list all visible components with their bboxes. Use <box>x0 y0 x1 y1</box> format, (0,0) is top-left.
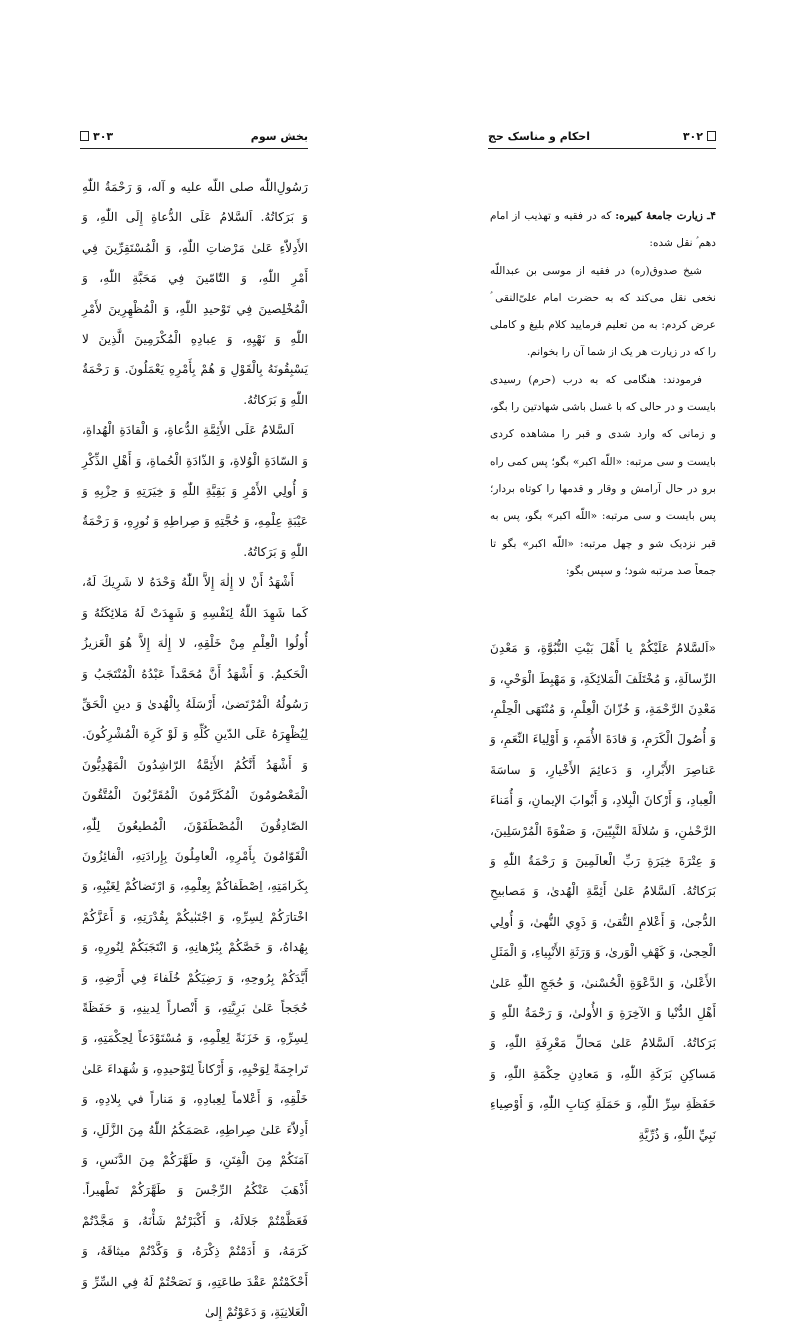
header-rule <box>80 148 308 149</box>
page-number-box-icon <box>707 131 716 141</box>
ziyarat-text: «اَلسَّلامُ عَلَيْكُمْ يا أَهْلَ بَيْتِ النُّبُوَّةِ، وَ مَعْدِنَ الرِّسالَةِ، وَ مُخْتَلَفَ الْمَلائِكَةِ، وَ مَهْبِطَ الْوَحْيِ، وَ مَعْدِنَ الرَّحْمَةِ، وَ خُزّانَ الْعِلْمِ، وَ مُنْتَهَى الْحِلْمِ، وَ أُصُولَ الْكَرَمِ، وَ قادَةَ الأُمَمِ، وَ أَوْلِياءَ النِّعَمِ، وَ عَناصِرَ الأَبْرارِ، وَ دَعائِمَ الأَخْيارِ، وَ ساسَةَ الْعِبادِ، وَ أَرْكانَ الْبِلادِ، وَ أَبْوابَ الإيمانِ، وَ أُمَناءَ الرَّحْمٰنِ، وَ سُلالَةَ النَّبِيّينَ، وَ صَفْوَةَ الْمُرْسَلِينَ، وَ عِتْرَةَ خِيَرَةِ رَبِّ الْعالَمِينَ وَ رَحْمَةُ اللّٰهِ وَ بَرَكاتُهُ. اَلسَّلامُ عَلىٰ أَئِمَّةِ الْهُدىٰ، وَ مَصابيحِ الدُّجىٰ، وَ أَعْلامِ التُّقىٰ، وَ ذَوِي النُّهىٰ، وَ أُولِي الْحِجىٰ، وَ كَهْفِ الْوَرىٰ، وَ وَرَثَةِ الأَنْبِياءِ، وَ الْمَثَلِ الأَعْلىٰ، وَ الدَّعْوَةِ الْحُسْنىٰ، وَ حُجَجِ اللّٰهِ عَلىٰ أَهْلِ الدُّنْيا وَ الآخِرَةِ وَ الأُولىٰ، وَ رَحْمَةُ اللّٰهِ وَ بَرَكاتُهُ. اَلسَّلامُ عَلىٰ مَحالِّ مَعْرِفَةِ اللّٰهِ، وَ مَساكِنِ بَرَكَةِ اللّٰهِ، وَ مَعادِنِ حِكْمَةِ اللّٰهِ، وَ حَفَظَةِ سِرِّ اللّٰهِ، وَ حَمَلَةِ كِتابِ اللّٰهِ، وَ أَوْصِياءِ نَبِيِّ اللّٰهِ، وَ ذُرِّيَّةِ <box>490 641 716 1142</box>
left-page-number-group <box>80 130 113 143</box>
right-page-number: ۳۰۲ <box>682 129 703 143</box>
left-page-title: بخش سوم <box>250 129 308 143</box>
left-page <box>0 0 400 1320</box>
left-page-body <box>82 172 308 1327</box>
section-intro <box>490 203 716 258</box>
left-paragraph-2: اَلسَّلامُ عَلَى الأَئِمَّةِ الدُّعاةِ، وَ الْقادَةِ الْهُداةِ، وَ السّادَةِ الْوُلاةِ، وَ الذّادَةِ الْحُماةِ، وَ أَهْلِ الذِّكْرِ وَ أُولِي الأَمْرِ وَ بَقِيَّةِ اللّٰهِ وَ خِيَرَتِهِ وَ حِزْبِهِ وَ عَيْبَةِ عِلْمِهِ، وَ حُجَّتِهِ وَ صِراطِهِ وَ نُورِهِ، وَ رَحْمَةُ اللّٰهِ وَ بَرَكاتُهُ. <box>82 423 308 559</box>
right-page-title: احکام و مناسک حج <box>488 129 590 143</box>
right-page <box>400 0 800 1142</box>
page-number-box-icon <box>80 131 89 141</box>
right-paragraph-2: فرمودند: هنگامی که به درب (حرم) رسیدی بایست و در حالی که با غسل باشی شهادتین را بگو، و زمانی که وارد شدی و قبر را مشاهده کردی بایست و سی مرتبه: «اللّه اکبر» بگو؛ پس کمی راه برو در حال آرامش و وقار و قدمها را کوتاه بردار؛ پس بایست و سی مرتبه: «اللّه اکبر» بگو، پس به قبر نزدیک شو و چهل مرتبه: «اللّه اکبر» بگو تا جمعاً صد مرتبه شود؛ و سپس بگو: <box>490 373 716 577</box>
left-page-header <box>80 126 308 146</box>
right-page-body <box>490 203 716 1150</box>
right-page-number-group <box>683 130 716 143</box>
right-paragraph-1: شیخ صدوق(ره) در فقیه از موسی بن عبداللّه نخعی نقل می‌کند که به حضرت امام علیّ‌النقی ؑ عرض کردم: به من تعلیم فرمایید کلام بلیغ و کاملی را که در زیارت هر یک از شما آن را بخوانم. <box>490 264 716 359</box>
section-heading: ۴ـ زیارت جامعهٔ کبیره: <box>615 210 716 222</box>
right-page-header <box>488 126 716 146</box>
left-paragraph-1: رَسُولِ‌اللّٰه صلی اللّه علیه و آله، وَ رَحْمَةُ اللّٰهِ وَ بَرَكاتُهُ. اَلسَّلامُ عَلَى الدُّعاةِ إِلَى اللّٰهِ، وَ الأَدِلاّٰءِ عَلىٰ مَرْضاتِ اللّٰهِ، وَ الْمُسْتَقِرِّينَ فِي أَمْرِ اللّٰهِ، وَ التّٰامّينَ فِي مَحَبَّةِ اللّٰهِ، وَ الْمُخْلِصينَ فِي تَوْحيدِ اللّٰهِ، وَ الْمُظْهِرِينَ لأَمْرِ اللّٰهِ وَ نَهْيِهِ، وَ عِبادِهِ الْمُكْرَمِينَ الَّذِينَ لا يَسْبِقُونَهُ بِالْقَوْلِ وَ هُمْ بِأَمْرِهِ يَعْمَلُونَ. وَ رَحْمَةُ اللّٰهِ وَ بَرَكاتُهُ. <box>82 180 308 407</box>
left-page-number: ۳۰۳ <box>93 129 114 143</box>
left-paragraph-3: أَشْهَدُ أَنْ لا إِلٰهَ إِلاَّ اللّٰهُ وَحْدَهُ لا شَرِيكَ لَهُ، كَما شَهِدَ اللّٰهُ لِنَفْسِهِ وَ شَهِدَتْ لَهُ مَلائِكَتُهُ وَ أُولُوا الْعِلْمِ مِنْ خَلْقِهِ، لا إِلٰهَ إِلاَّ هُوَ الْعَزيزُ الْحَكيمُ. وَ أَشْهَدُ أَنَّ مُحَمَّداً عَبْدُهُ الْمُنْتَجَبُ وَ رَسُولُهُ الْمُرْتَضىٰ، أَرْسَلَهُ بِالْهُدىٰ وَ دينِ الْحَقِّ لِيُظْهِرَهُ عَلَى الدّينِ كُلِّهِ وَ لَوْ كَرِهَ الْمُشْرِكُونَ. وَ أَشْهَدُ أَنَّكُمُ الأَئِمَّةُ الرّاشِدُونَ الْمَهْدِيُّونَ الْمَعْصُومُونَ الْمُكَرَّمُونَ الْمُقَرَّبُونَ الْمُتَّقُونَ الصّادِقُونَ الْمُصْطَفَوْنَ، الْمُطيعُونَ لِلّٰهِ، الْقَوّامُونَ بِأَمْرِهِ، الْعامِلُونَ بِإِرادَتِهِ، الْفائِزُونَ بِكَرامَتِهِ، اِصْطَفاكُمْ بِعِلْمِهِ، وَ ارْتَضاكُمْ لِغَيْبِهِ، وَ اخْتارَكُمْ لِسِرِّهِ، وَ اجْتَبٰيكُمْ بِقُدْرَتِهِ، وَ أَعَزَّكُمْ بِهُداهُ، وَ خَصَّكُمْ بِبُرْهانِهِ، وَ انْتَجَبَكُمْ لِنُورِهِ، وَ أَيَّدَكُمْ بِرُوحِهِ، وَ رَضِيَكُمْ خُلَفاءَ فِي أَرْضِهِ، وَ حُجَجاً عَلىٰ بَرِيَّتِهِ، وَ أَنْصاراً لِدينِهِ، وَ حَفَظَةً لِسِرِّهِ، وَ خَزَنَةً لِعِلْمِهِ، وَ مُسْتَوْدَعاً لِحِكْمَتِهِ، وَ تَراجِمَةً لِوَحْيِهِ، وَ أَرْكاناً لِتَوْحيدِهِ، وَ شُهَداءَ عَلىٰ خَلْقِهِ، وَ أَعْلاماً لِعِبادِهِ، وَ مَناراً في بِلادِهِ، وَ أَدِلاّٰءَ عَلىٰ صِراطِهِ، عَصَمَكُمُ اللّٰهُ مِنَ الزَّلَلِ، وَ آمَنَكُمْ مِنَ الْفِتَنِ، وَ طَهَّرَكُمْ مِنَ الدَّنَسِ، وَ أَذْهَبَ عَنْكُمُ الرِّجْسَ وَ طَهَّرَكُمْ تَطْهيراً. فَعَظَّمْتُمْ جَلالَهُ، وَ أَكْبَرْتُمْ شَأْنَهُ، وَ مَجَّدْتُمْ كَرَمَهُ، وَ أَدَمْتُمْ ذِكْرَهُ، وَ وَكَّدْتُمْ ميثاقَهُ، وَ أَحْكَمْتُمْ عَقْدَ طاعَتِهِ، وَ نَصَحْتُمْ لَهُ فِي السِّرِّ وَ الْعَلانِيَةِ، وَ دَعَوْتُمْ إِلىٰ <box>82 575 308 1320</box>
section-intro-text: که در فقیه و تهذیب از امام دهم ؑ نقل شده: <box>490 210 716 250</box>
header-rule <box>488 148 716 149</box>
